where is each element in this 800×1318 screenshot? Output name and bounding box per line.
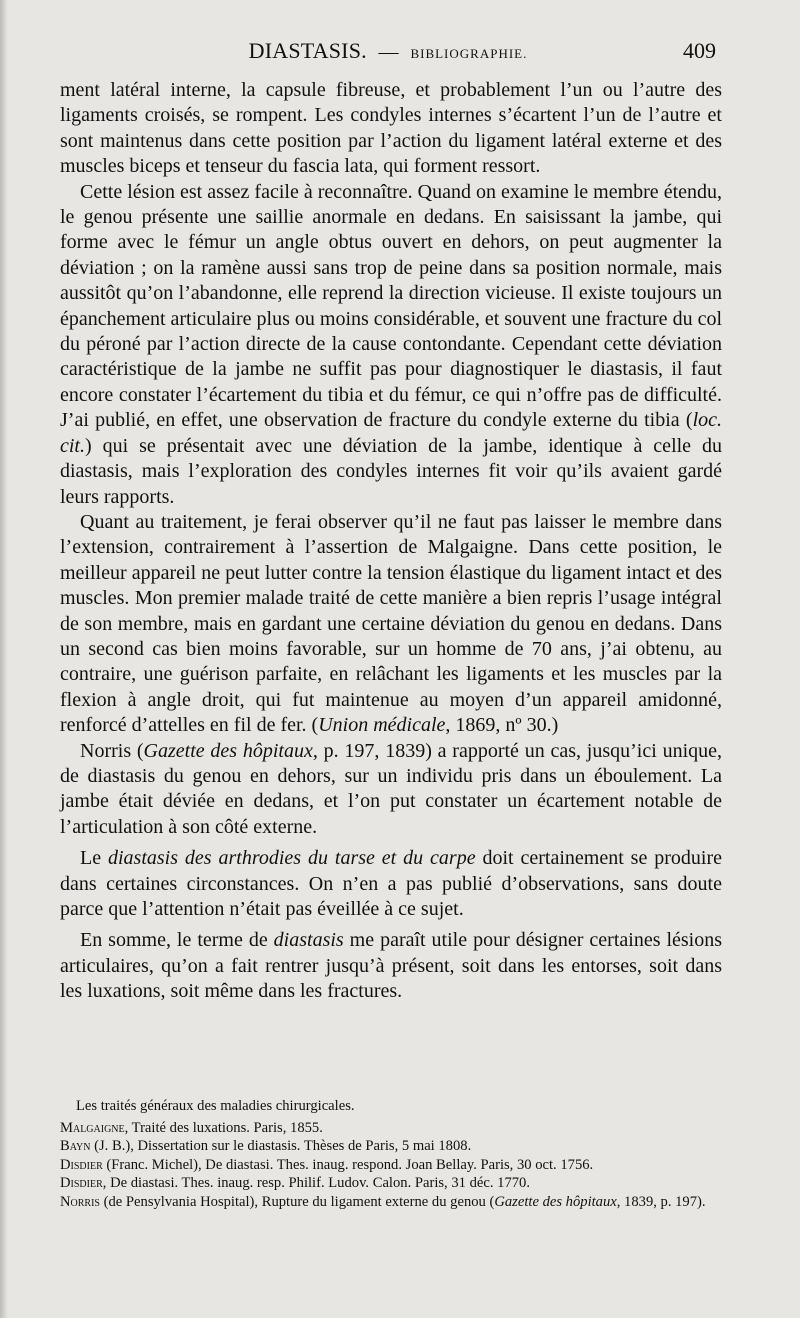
italic-text: Gazette des hôpitaux — [143, 739, 313, 762]
bibliography-entry — [60, 1137, 722, 1156]
bibliography-entry — [60, 1156, 722, 1175]
text-run: En somme, le terme de — [80, 929, 274, 952]
text-run: Norris ( — [80, 739, 144, 762]
bibliography-author: Malgaigne — [60, 1119, 125, 1136]
body-paragraph — [60, 739, 722, 841]
text-run: Cette lésion est assez facile à reconnaître. Quand on examine le membre étendu, le genou présente une saillie anormale en dedans. En saisissant la jambe, qui forme avec le fémur un angle obtus ouvert en dehors, on peut augmenter la déviation ; on la ramène aussi sans trop de peine dans sa position normale, mais aussitôt qu’on l’abandonne, elle reprend la direction vicieuse. Il existe toujours un épanchement articulaire plus ou moins considérable, et souvent une fracture du col du péroné par l’action directe de la cause contondante. Cependant cette déviation caractéristique de la jambe ne suffit pas pour diagnostiquer le diastasis, il faut encore constater l’écartement du tibia et du fémur, ce qui n’offre pas de difficulté. J’ai publié, en effet, une observation de fracture du condyle externe du tibia ( — [60, 180, 722, 432]
text-run: doit certainement se produire dans certaines circonstances. On n’en a pas publié d’observations, sans doute parce que l’attention n’était pas éveillée à ce sujet. — [60, 847, 722, 920]
text-run: Le — [80, 847, 108, 870]
bibliography-entry — [60, 1193, 722, 1212]
italic-text: Gazette des hôpitaux — [494, 1193, 617, 1210]
text-run: Quant au traitement, je ferai observer qu’il ne faut pas laisser le membre dans l’extension, contrairement à l’assertion de Malgaigne. Dans cette position, le meilleur appareil ne peut lutter contre la tension élastique du ligament intact et des muscles. Mon premier malade traité de cette manière a bien repris l’usage intégral de son membre, mais en gardant une certaine déviation du genou en dedans. Dans un second cas bien moins favorable, sur un homme de 70 ans, j’ai obtenu, au contraire, une guérison parfaite, en relâchant les ligaments et les muscles par la flexion à angle droit, qui fut maintenue au moyen d’un appareil amidonné, renforcé d’attelles en fil de fer. ( — [60, 510, 722, 737]
text-run: , De diastasi. Thes. inaug. resp. Philif. Ludov. Calon. Paris, 31 déc. 1770. — [102, 1175, 530, 1192]
page-header — [62, 38, 714, 68]
running-title: DIASTASIS. — [248, 38, 367, 63]
bibliography-entry — [60, 1174, 722, 1193]
bibliography — [60, 1097, 722, 1212]
body-paragraph — [60, 928, 722, 1004]
bibliography-author: Disdier — [60, 1175, 103, 1192]
text-run: , 1869, nº 30.) — [445, 714, 559, 737]
bibliography-author: Disdier — [60, 1156, 103, 1173]
bibliography-author: Bayn — [60, 1138, 91, 1155]
italic-text: Union médicale — [318, 714, 446, 737]
text-run: , Traité des luxations. Paris, 1855. — [124, 1119, 323, 1136]
italic-text: diastasis — [273, 929, 344, 952]
bibliography-author: Norris — [60, 1193, 100, 1210]
main-text — [60, 78, 722, 1005]
running-head — [62, 38, 714, 64]
italic-text: diastasis des arthrodies du tarse et du carpe — [108, 847, 476, 870]
body-paragraph — [60, 180, 722, 510]
bibliography-list — [60, 1119, 722, 1212]
text-run: , 1839, p. 197). — [616, 1193, 706, 1210]
page-edge-shadow — [0, 0, 8, 1318]
body-paragraph — [60, 78, 722, 180]
body-paragraph — [60, 510, 722, 739]
page-number: 409 — [683, 38, 716, 63]
text-run: (Franc. Michel), De diastasi. Thes. inaug. respond. Joan Bellay. Paris, 30 oct. 1756. — [102, 1156, 594, 1173]
text-run: (J. B.), Dissertation sur le diastasis. Thèses de Paris, 5 mai 1808. — [90, 1138, 472, 1155]
text-run: ) qui se présentait avec une déviation de la jambe, identique à celle du diastasis, mais l’exploration des condyles internes fit voir qu’ils avaient gardé leurs rapports. — [60, 434, 722, 508]
running-subtitle: BIBLIOGRAPHIE. — [410, 46, 528, 61]
bibliography-intro: Les traités généraux des maladies chirurgicales. — [76, 1098, 355, 1114]
text-run: (de Pensylvania Hospital), Rupture du ligament externe du genou ( — [100, 1193, 495, 1210]
body-paragraph — [60, 846, 722, 922]
bibliography-entry — [60, 1119, 722, 1138]
italic-text: loc. cit. — [60, 409, 722, 457]
running-dash: — — [378, 41, 399, 63]
text-run: ment latéral interne, la capsule fibreuse, et probablement l’un ou l’autre des ligaments croisés, se rompent. Les condyles internes s’écartent l’un de l’autre et sont maintenus dans cette position par l’action du ligament latéral externe et des muscles biceps et tenseur du fascia lata, qui forment ressort. — [60, 79, 722, 178]
text-run: me paraît utile pour désigner certaines lésions articulaires, qu’on a fait rentrer jusqu’à présent, soit dans les entorses, soit dans les luxations, soit même dans les fractures. — [60, 929, 723, 1003]
text-run: , p. 197, 1839) a rapporté un cas, jusqu’ici unique, de diastasis du genou en dehors, sur un individu pris dans un éboulement. La jambe était déviée en dedans, et l’on put constater un écartement notable de l’articulation à son côté externe. — [60, 739, 722, 838]
